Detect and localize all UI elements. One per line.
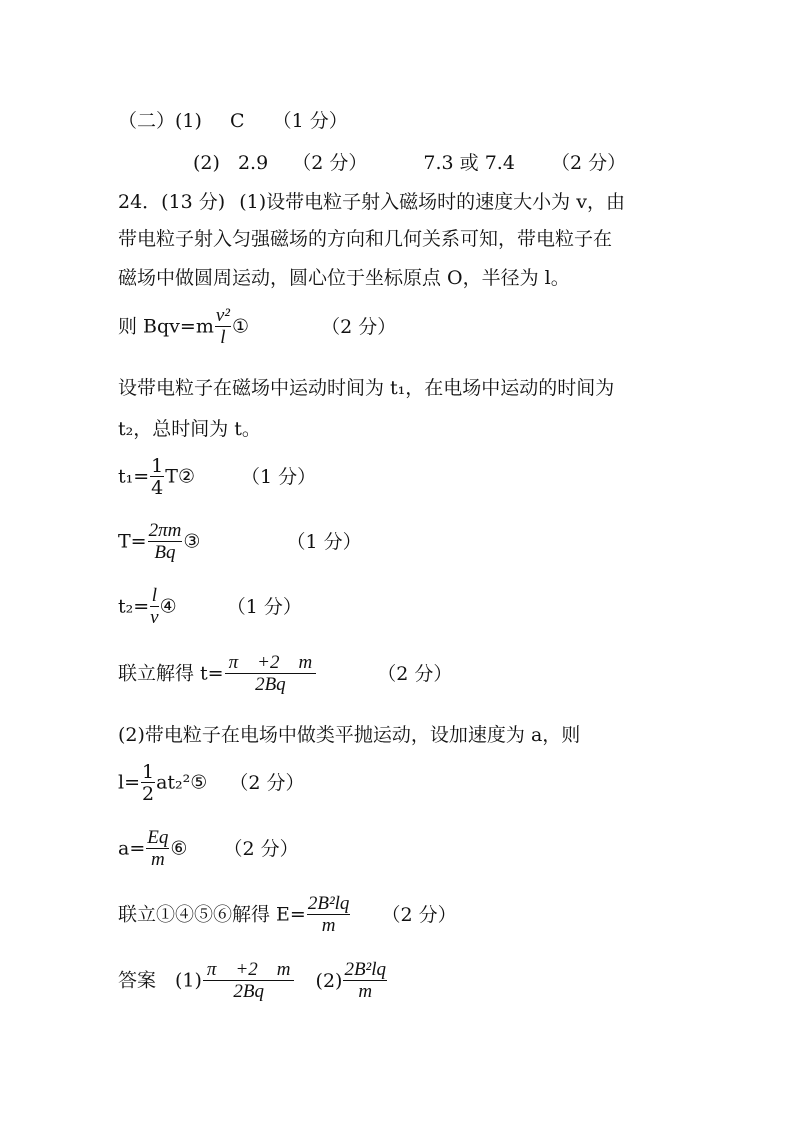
equation-7 <box>118 828 299 871</box>
eq7-numerator: Eq <box>147 827 169 848</box>
eq8-score: （2 分） <box>381 903 457 926</box>
answer-line <box>118 960 388 1003</box>
q24-intro-line1 <box>118 187 625 214</box>
answer2-label: (2) <box>315 969 343 992</box>
part2-sub2-a-score: （2 分） <box>292 152 368 174</box>
eq1-fraction <box>215 306 231 349</box>
eq2-score: （1 分） <box>241 465 317 488</box>
answer1-denominator: 2Bq <box>233 981 264 1002</box>
eq5-denominator: 2Bq <box>255 674 286 695</box>
eq5-fraction <box>225 653 317 696</box>
eq1-numerator: v² <box>215 305 230 326</box>
part2-line1 <box>118 106 348 133</box>
eq4-score: （1 分） <box>226 595 302 618</box>
part2-sub2-label: (2) <box>193 152 220 174</box>
q24-intro-line3: 磁场中做圆周运动，圆心位于坐标原点 O，半径为 l。 <box>118 267 570 289</box>
eq2-suffix: T② <box>165 465 195 488</box>
equation-4 <box>118 586 302 629</box>
eq4-mark: ④ <box>159 595 177 618</box>
equation-5 <box>118 653 452 696</box>
eq6-suffix: at₂²⑤ <box>156 771 208 794</box>
eq5-numerator: π +2 m <box>225 653 317 674</box>
answer-label: 答案 (1) <box>118 969 202 992</box>
part2-label: （二）(1) <box>118 110 202 132</box>
eq8-prefix: 联立①④⑤⑥解得 E= <box>118 903 306 926</box>
eq7-score: （2 分） <box>223 837 299 860</box>
part2-answer: C <box>229 110 245 132</box>
eq8-numerator: 2B²lq <box>307 893 350 914</box>
eq2-prefix: t₁= <box>118 465 150 488</box>
equation-1 <box>118 306 396 349</box>
answer2-denominator: m <box>358 981 373 1002</box>
part2-sub2-b-score: （2 分） <box>550 152 627 174</box>
q24-header: 24．(13 分) <box>118 191 226 213</box>
part2-score: （1 分） <box>272 110 348 132</box>
equation-2 <box>118 456 316 499</box>
q24-intro-line2: 带电粒子射入匀强磁场的方向和几何关系可知，带电粒子在 <box>118 228 613 250</box>
eq3-numerator: 2πm <box>148 520 182 541</box>
part2-sub2-a: 2.9 <box>237 152 269 174</box>
equation-3 <box>118 521 362 564</box>
eq4-fraction <box>150 586 158 629</box>
eq6-prefix: l= <box>118 771 140 794</box>
eq8-denominator: m <box>321 915 336 936</box>
answer2-numerator: 2B²lq <box>344 959 387 980</box>
answer1-numerator: π +2 m <box>203 960 295 981</box>
eq7-prefix: a= <box>118 837 146 860</box>
eq8-fraction <box>307 894 351 937</box>
eq2-fraction <box>150 456 164 499</box>
eq6-fraction <box>141 762 155 805</box>
q24-intro1: (1)设带电粒子射入磁场时的速度大小为 v，由 <box>239 191 625 213</box>
eq5-prefix: 联立解得 t= <box>118 662 224 685</box>
eq3-prefix: T= <box>118 530 147 553</box>
q24-part2-intro: (2)带电粒子在电场中做类平抛运动，设加速度为 a，则 <box>118 724 581 746</box>
eq6-numerator: 1 <box>142 761 155 783</box>
q24-desc-line1: 设带电粒子在磁场中运动时间为 t₁，在电场中运动的时间为 <box>118 377 615 399</box>
eq7-mark: ⑥ <box>170 837 188 860</box>
eq6-denominator: 2 <box>142 783 155 805</box>
eq1-prefix: 则 Bqv=m <box>118 315 214 338</box>
eq4-denominator: v <box>150 607 159 628</box>
part2-line2 <box>193 148 626 175</box>
eq1-denominator: l <box>220 327 226 348</box>
eq6-score: （2 分） <box>229 771 305 794</box>
answer2-fraction <box>343 960 387 1003</box>
q24-desc-line2: t₂，总时间为 t。 <box>118 418 261 440</box>
equation-8 <box>118 894 457 937</box>
eq5-score: （2 分） <box>377 662 453 685</box>
equation-6 <box>118 762 305 805</box>
eq1-score: （2 分） <box>321 315 397 338</box>
eq3-score: （1 分） <box>286 530 362 553</box>
eq4-prefix: t₂= <box>118 595 150 618</box>
eq2-numerator: 1 <box>151 455 164 477</box>
eq3-fraction <box>148 521 183 564</box>
eq3-denominator: Bq <box>154 542 176 563</box>
answer1-fraction <box>203 960 295 1003</box>
eq2-denominator: 4 <box>151 477 164 499</box>
part2-sub2-b: 7.3 或 7.4 <box>423 152 515 174</box>
eq4-numerator: l <box>151 585 158 606</box>
eq3-mark: ③ <box>183 530 201 553</box>
eq7-fraction <box>146 828 169 871</box>
eq1-mark: ① <box>231 315 250 338</box>
eq7-denominator: m <box>150 849 165 870</box>
